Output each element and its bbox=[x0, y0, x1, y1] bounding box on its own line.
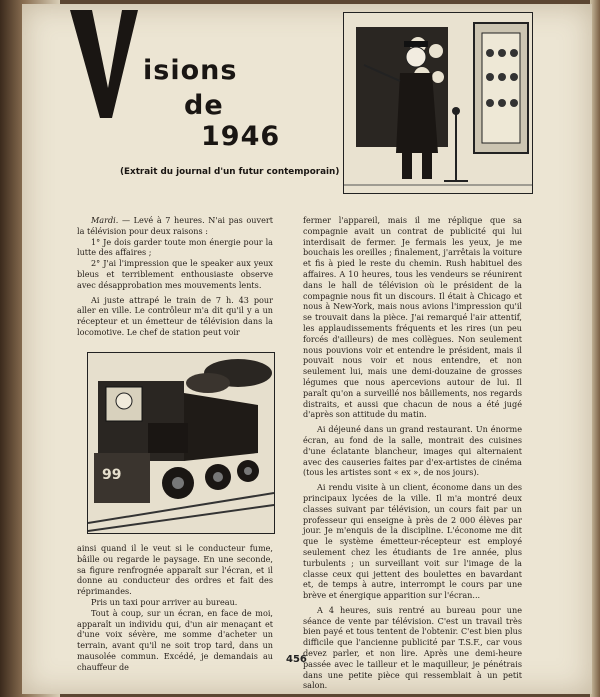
title-line-1: isions bbox=[143, 55, 238, 86]
column-1-bottom bbox=[77, 543, 273, 673]
lecturer-illustration bbox=[343, 12, 533, 194]
subtitle: (Extrait du journal d'un futur contemporain) bbox=[120, 167, 340, 177]
date-lead: Mardi. bbox=[91, 215, 119, 225]
paragraph-text: — Levé à 7 heures. N'ai pas ouvert la télévision pour deux raisons : bbox=[77, 215, 273, 236]
title-line-3: 1946 bbox=[201, 121, 281, 152]
paragraph: Pris un taxi pour arriver au bureau. bbox=[91, 596, 238, 607]
page-number: 456 bbox=[286, 654, 307, 665]
paragraph: Ai juste attrapé le train de 7 h. 43 pour aller en ville. Le contrôleur m'a dit qu'il y a un récepteur et un émetteur de télévision dans la locomotive. Le chef de station peut voir bbox=[77, 294, 273, 337]
title-line-2: de bbox=[184, 90, 224, 121]
train-number-text: 99 bbox=[102, 467, 122, 483]
paragraph: 2° J'ai l'impression que le speaker aux yeux bleus et terriblement enthousiaste observe avec désapprobation mes mouvements lents. bbox=[77, 258, 273, 290]
paragraph: ainsi quand il le veut si le conducteur fume, bâille ou regarde le paysage. En une seconde, sa figure renfrognée apparaît sur l'écran, et il donne au conducteur des ordres et fait des réprimandes. bbox=[77, 543, 273, 597]
column-2 bbox=[303, 215, 522, 691]
paragraph: Ai rendu visite à un client, économe dans un des principaux lycées de la ville. Il m'a montré deux classes suivant par télévision, un cours fait par un professeur qui enseigne à près de 2 000 élèves par jour. Je m'enquis de la discipline. L'économe me dit que le système émetteur-récepteur est employé seulement chez les étudiants de 1re année, plus turbulents ; un surveillant voit sur l'image de la classe ceux qui jettent des boulettes en bavardant et, de temps à autre, interrompt le cours par une brève et énergique apparition sur l'écran... bbox=[303, 482, 522, 601]
column-1-top bbox=[77, 215, 273, 338]
paragraph bbox=[77, 215, 273, 237]
paragraph: Ai déjeuné dans un grand restaurant. Un énorme écran, au fond de la salle, montrait des cuisines d'une éclatante blancheur, images qui alternaient avec des causeries faites par d'ex-artistes de cinéma (tous les artistes sont « ex », de nos jours). bbox=[303, 424, 522, 478]
locomotive-illustration bbox=[87, 352, 275, 534]
paragraph: Tout à coup, sur un écran, en face de moi, apparaît un individu qui, d'un air menaçant et d'une voix sévère, me somme d'acheter un terrain, avant qu'il ne soit trop tard, dans un mausolée commun. Excédé, je demandais au chauffeur de bbox=[77, 607, 273, 672]
paragraph: A 4 heures, suis rentré au bureau pour une séance de vente par télévision. C'est un travail très bien payé et tous tentent de l'obtenir. C'est bien plus difficile que l'ancienne publicité par T.S.F., car vous devez parler, et non lire. Après une demi-heure passée avec le tailleur et le maquilleur, je pénétrais dans une petite pièce qui ressemblait à un petit salon. bbox=[303, 604, 522, 691]
paragraph: 1° Je dois garder toute mon énergie pour la lutte des affaires ; bbox=[77, 236, 273, 258]
title-letter-v bbox=[70, 10, 140, 120]
paragraph: fermer l'appareil, mais il me réplique que sa compagnie avait un contrat de publicité qui lui interdisait de fermer. Je fermais les yeux, je me bouchais les oreilles ; finalement, j'arrêtais la voiture et fis à pied le reste du chemin. Rush habituel des affaires. A 10 heures, tous les vendeurs se réunirent dans le hall de télévision où le président de la compagnie nous fit un discours. Il était à Chicago et nous à New-York, mais nous avions l'impression qu'il se trouvait dans la pièce. J'ai remarqué l'air attentif, les applaudissements fréquents et les rires (un peu forcés d'ailleurs) de mes collègues. Non seulement nous pouvions voir et entendre le président, mais il pouvait nous voir et nous entendre, et non seulement lui, mais une demi-douzaine de grosses légumes que nous apercevions autour de lui. Il paraît qu'on a surveillé nos bâillements, nos regards distraits, et aussi que chacun de nous a été jugé d'après son attitude du matin. bbox=[303, 215, 522, 420]
